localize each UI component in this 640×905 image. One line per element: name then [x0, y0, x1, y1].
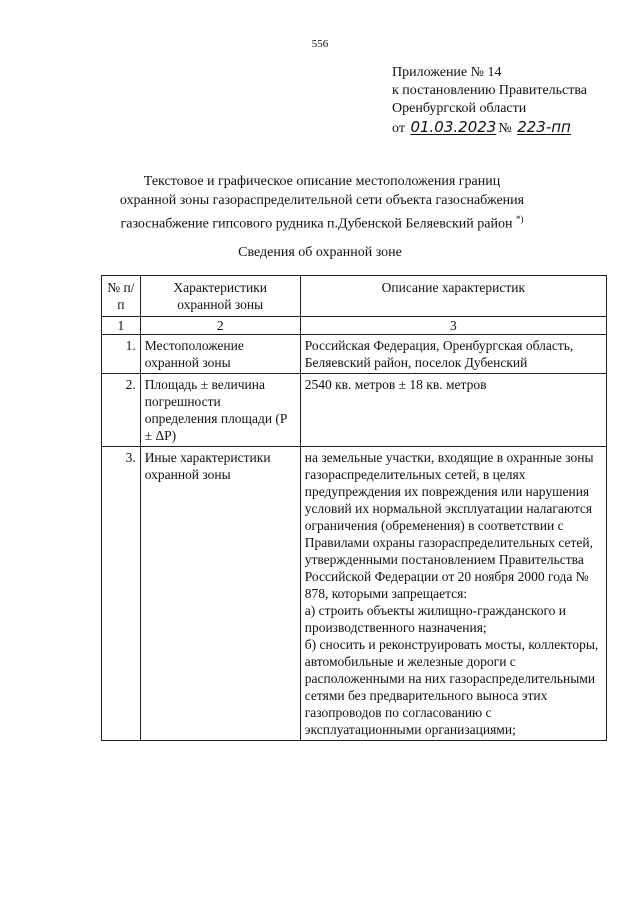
appendix-line-3: Оренбургской области — [392, 101, 527, 116]
row-description: 2540 кв. метров ± 18 кв. метров — [300, 374, 606, 447]
row-characteristic: Местоположение охранной зоны — [140, 335, 300, 374]
date-prefix: от — [392, 121, 405, 136]
description-paragraph: б) сносить и реконструировать мосты, коллекторы, автомобильные и железные дороги с расположенными на них газораспределительными сетями без предварительного выноса этих газопроводов по согласованию с эксплуатационными организациями; — [304, 637, 599, 737]
appendix-date-line — [392, 118, 622, 138]
description-paragraph: на земельные участки, входящие в охранные зоны газораспределительных сетей, в целях предупреждения их повреждения или нарушения условий их нормальной эксплуатации налагаются ограничения (обременения) в соответствии с Правилами охраны газораспределительных сетей, утвержденными постановлением Правительства Российской Федерации от 20 ноября 2000 года № 878, которыми запрещается: — [304, 450, 594, 601]
zone-info-table — [101, 275, 607, 741]
document-title — [100, 172, 544, 234]
handwritten-date: 01.03.2023 — [410, 118, 497, 136]
row-number: 3. — [102, 447, 141, 741]
handwritten-number: 223-пп — [517, 118, 571, 136]
row-characteristic: Иные характеристики охранной зоны — [140, 447, 300, 741]
column-number-row — [102, 317, 607, 335]
title-line-3 — [100, 210, 544, 234]
table-row — [102, 335, 607, 374]
column-number-1: 1 — [102, 317, 141, 335]
title-line-3-text: газоснабжение гипсового рудника п.Дубенской Беляевский район — [120, 216, 513, 232]
section-title: Сведения об охранной зоне — [238, 245, 402, 260]
row-characteristic: Площадь ± величина погрешности определения площади (P ± ΔP) — [140, 374, 300, 447]
appendix-block — [392, 64, 622, 138]
row-description: Российская Федерация, Оренбургская область, Беляевский район, поселок Дубенский — [300, 335, 606, 374]
row-number: 2. — [102, 374, 141, 447]
number-prefix: № — [498, 121, 512, 136]
appendix-line-1: Приложение № 14 — [392, 65, 502, 80]
header-description: Описание характеристик — [300, 276, 606, 317]
column-number-3: 3 — [300, 317, 606, 335]
table-header-row — [102, 276, 607, 317]
header-characteristic: Характеристики охранной зоны — [140, 276, 300, 317]
description-paragraph: а) строить объекты жилищно-гражданского и производственного назначения; — [304, 603, 567, 635]
row-number: 1. — [102, 335, 141, 374]
footnote-mark: *) — [515, 214, 524, 224]
page-number: 556 — [311, 38, 329, 50]
table-row — [102, 374, 607, 447]
table-row — [102, 447, 607, 741]
header-number: № п/п — [102, 276, 141, 317]
appendix-line-2: к постановлению Правительства — [392, 83, 588, 98]
row-description — [300, 447, 606, 741]
title-line-2: охранной зоны газораспределительной сети объекта газоснабжения — [119, 193, 525, 208]
title-line-1: Текстовое и графическое описание местоположения границ — [143, 174, 501, 189]
column-number-2: 2 — [140, 317, 300, 335]
